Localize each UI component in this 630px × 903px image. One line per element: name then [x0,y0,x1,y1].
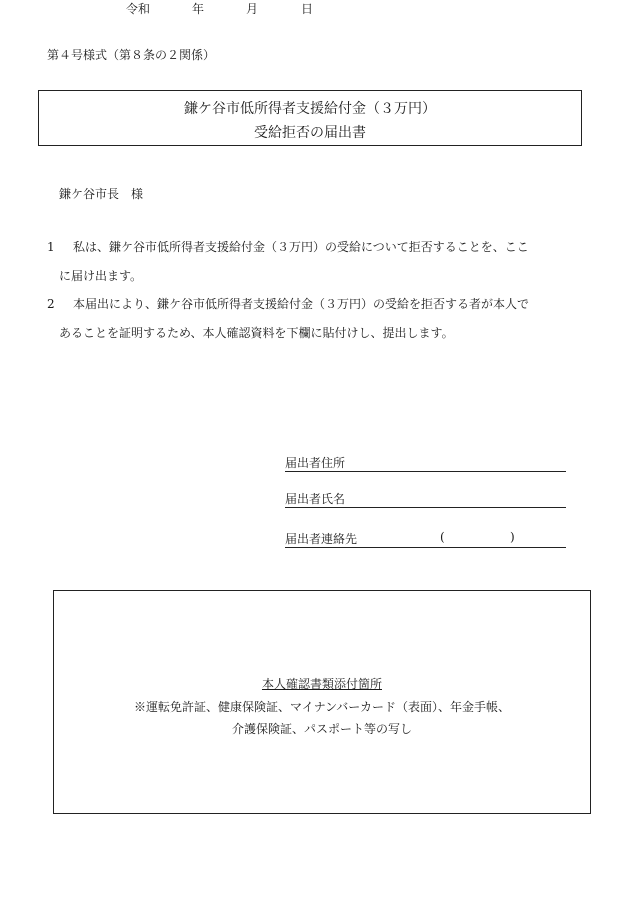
document-subtitle: 受給拒否の届出書 [254,125,366,141]
item-number: 1 [47,240,55,254]
attachment-note-line1: ※運転免許証、健康保険証、マイナンバーカード（表面）、年金手帳、 [133,700,511,714]
item-text-line2: に届け出ます。 [59,269,143,283]
date-era: 令和 [126,2,151,16]
addressee: 鎌ケ谷市長 様 [59,187,144,201]
attachment-heading: 本人確認書類添付箇所 [261,677,382,691]
attachment-heading-row [54,675,590,692]
title-box [38,90,582,146]
name-field[interactable] [285,490,566,508]
item-number: 2 [47,297,55,311]
form-number: 第４号様式（第８条の２関係） [47,48,216,62]
date-day: 日 [301,2,314,16]
contact-paren-close: ) [510,530,515,544]
contact-label: 届出者連絡先 [285,532,358,546]
address-field[interactable] [285,454,566,472]
attachment-box[interactable] [53,590,591,814]
contact-field[interactable] [285,530,566,548]
contact-paren-open: ( [440,530,445,544]
date-month: 月 [246,2,259,16]
address-label: 届出者住所 [285,456,346,470]
document-title: 鎌ケ谷市低所得者支援給付金（３万円） [184,101,436,117]
item-text-line1: 私は、鎌ケ谷市低所得者支援給付金（３万円）の受給について拒否することを、ここ [73,240,529,254]
item-text-line1: 本届出により、鎌ケ谷市低所得者支援給付金（３万円）の受給を拒否する者が本人で [73,297,530,311]
name-label: 届出者氏名 [285,492,346,506]
attachment-note-line2: 介護保険証、パスポート等の写し [231,722,412,736]
date-year: 年 [192,2,205,16]
item-text-line2: あることを証明するため、本人確認資料を下欄に貼付けし、提出します。 [59,326,454,340]
